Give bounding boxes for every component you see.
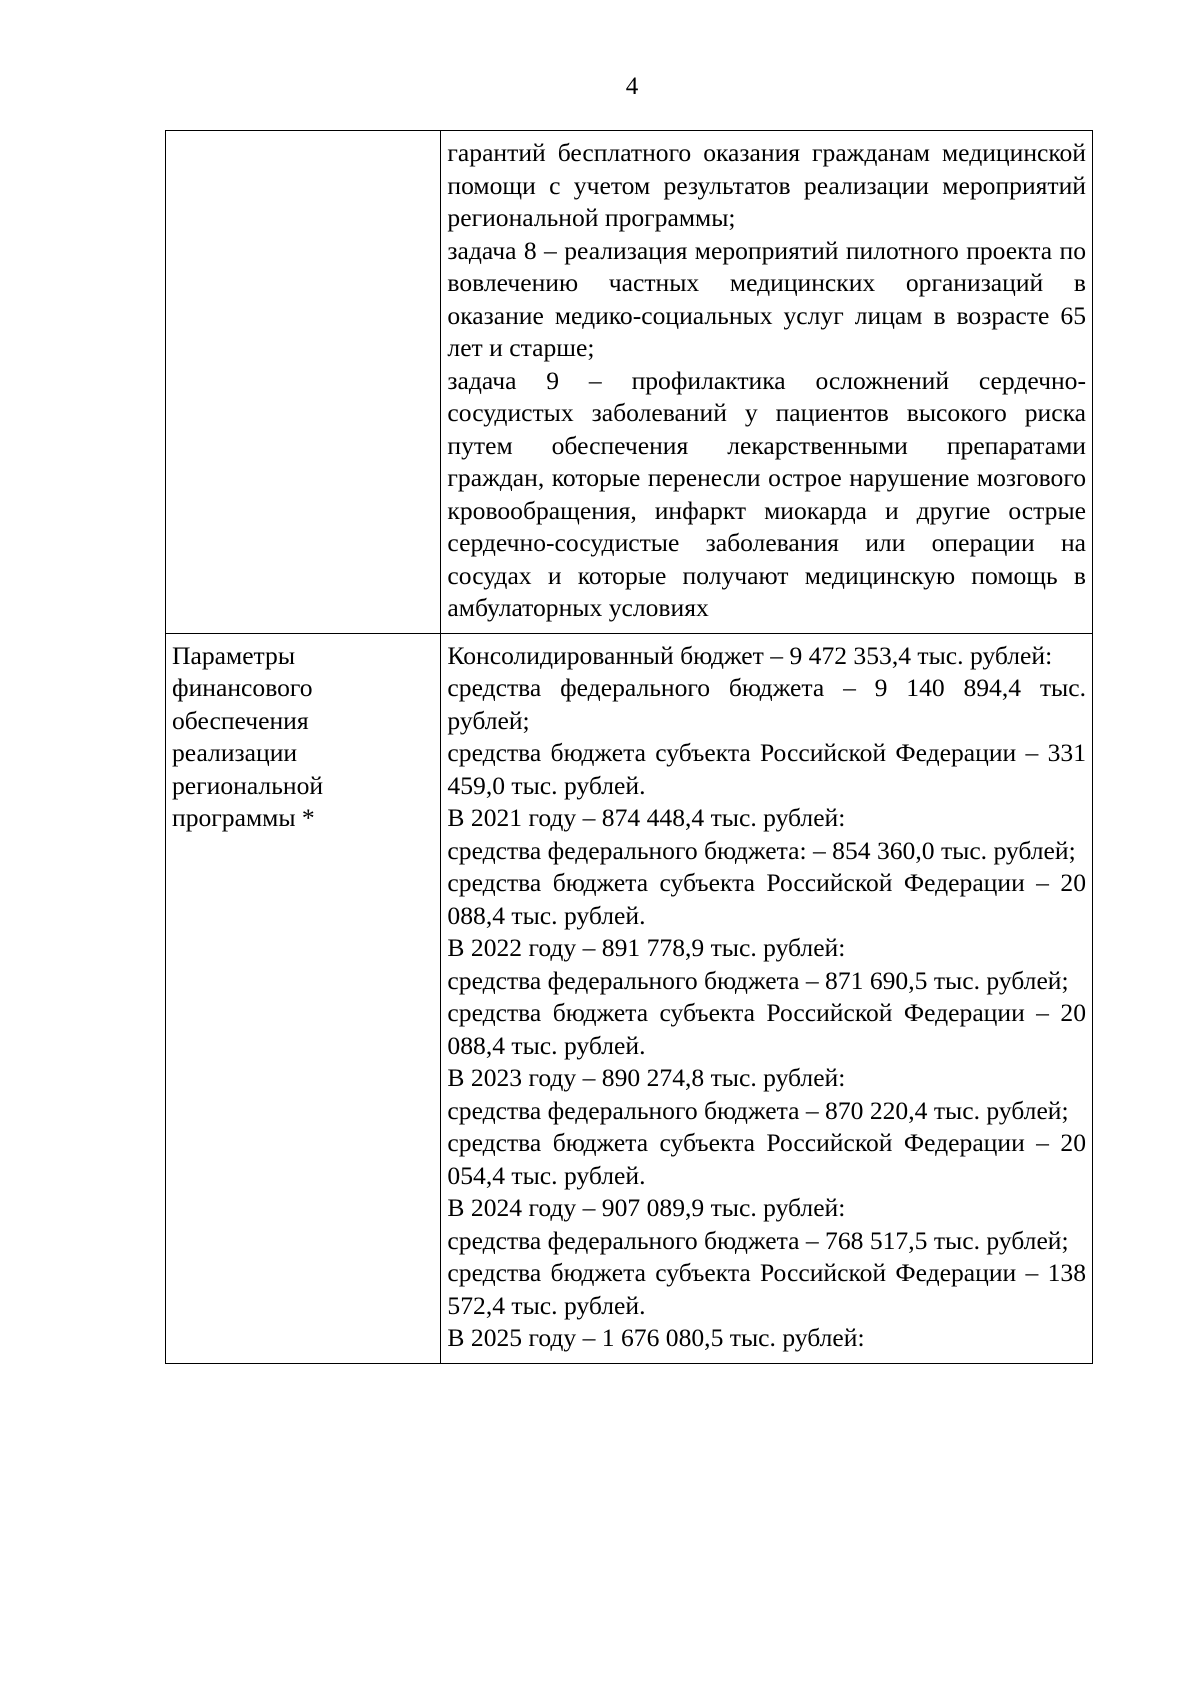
year-2024-federal: средства федерального бюджета – 768 517,5 тыс. рублей;	[447, 1225, 1069, 1255]
page-number: 4	[625, 73, 639, 100]
year-2024-total: В 2024 году – 907 089,9 тыс. рублей:	[447, 1193, 846, 1222]
financing-label-line: региональной	[172, 770, 324, 800]
regional-budget-total: средства бюджета субъекта Российской Федерации – 331 459,0 тыс. рублей.	[447, 738, 1086, 800]
year-2023-regional: средства бюджета субъекта Российской Федерации – 20 054,4 тыс. рублей.	[447, 1128, 1086, 1190]
program-passport-table	[165, 130, 1093, 1364]
year-2024-regional: средства бюджета субъекта Российской Федерации – 138 572,4 тыс. рублей.	[447, 1258, 1086, 1320]
year-2022-regional: средства бюджета субъекта Российской Федерации – 20 088,4 тыс. рублей.	[447, 998, 1086, 1060]
table-row-tasks	[166, 131, 1093, 634]
table-row-financing	[166, 633, 1093, 1363]
federal-budget-total: средства федерального бюджета – 9 140 894,4 тыс. рублей;	[447, 673, 1086, 735]
year-2022-total: В 2022 году – 891 778,9 тыс. рублей:	[447, 933, 846, 962]
financing-label-line: реализации	[172, 738, 298, 767]
consolidated-budget-total: Консолидированный бюджет – 9 472 353,4 тыс. рублей:	[447, 640, 1053, 670]
task-9-text: задача 9 – профилактика осложнений сердечно-сосудистых заболеваний у пациентов высокого риска путем обеспечения лекарственными препаратами граждан, которые перенесли острое нарушение мозгового кровообращения, инфаркт миокарда и другие острые сердечно-сосудистые заболевания или операции на сосудах и которые получают медицинскую помощь в амбулаторных условиях	[447, 365, 1086, 622]
year-2021-total: В 2021 году – 874 448,4 тыс. рублей:	[447, 803, 846, 832]
year-2021-federal: средства федерального бюджета: – 854 360,0 тыс. рублей;	[447, 835, 1076, 865]
tasks-label-cell	[166, 131, 441, 634]
year-2025-total: В 2025 году – 1 676 080,5 тыс. рублей:	[447, 1323, 865, 1352]
year-2023-total: В 2023 году – 890 274,8 тыс. рублей:	[447, 1063, 846, 1092]
financing-label-line: Параметры	[172, 640, 296, 670]
year-2021-regional: средства бюджета субъекта Российской Федерации – 20 088,4 тыс. рублей.	[447, 868, 1086, 930]
year-2022-federal: средства федерального бюджета – 871 690,5 тыс. рублей;	[447, 965, 1069, 995]
tasks-content-cell	[441, 131, 1093, 634]
task-8-text: задача 8 – реализация мероприятий пилотного проекта по вовлечению частных медицинских организаций в оказание медико-социальных услуг лицам в возрасте 65 лет и старше;	[447, 235, 1086, 362]
financing-content-cell	[441, 633, 1093, 1363]
year-2023-federal: средства федерального бюджета – 870 220,4 тыс. рублей;	[447, 1095, 1069, 1125]
financing-label-line: финансового	[172, 673, 313, 702]
financing-label-line: обеспечения	[172, 705, 309, 735]
financing-label-cell	[166, 633, 441, 1363]
task-text-continuation: гарантий бесплатного оказания гражданам медицинской помощи с учетом результатов реализации мероприятий региональной программы;	[447, 138, 1086, 232]
financing-label-line: программы *	[172, 803, 315, 832]
